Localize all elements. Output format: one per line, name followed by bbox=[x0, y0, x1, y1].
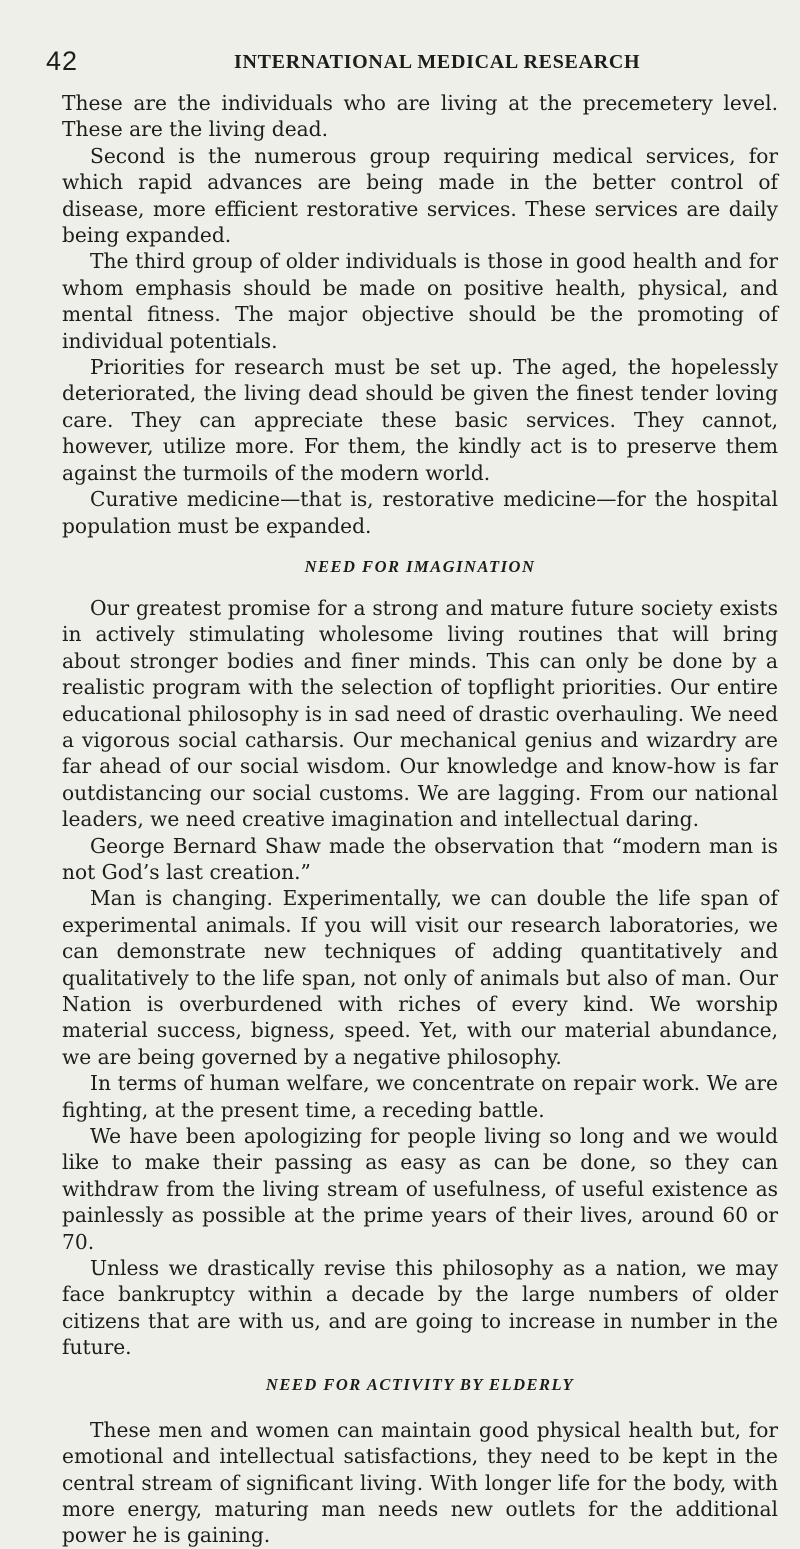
document-page bbox=[46, 46, 778, 1549]
running-title: INTERNATIONAL MEDICAL RESEARCH bbox=[234, 51, 641, 73]
intro-section bbox=[62, 90, 778, 539]
paragraph: Our greatest promise for a strong and mature future society exists in actively stimulating wholesome living routines that will bring about stronger bodies and finer minds. This can only be done by a realistic program with the selection of topflight priorities. Our entire educational philosophy is in sad need of drastic overhauling. We need a vigorous social catharsis. Our mechanical genius and wizardry are far ahead of our social wisdom. Our knowledge and know-how is far outdistancing our social customs. We are lagging. From our national leaders, we need creative imagination and intellectual daring. bbox=[62, 595, 778, 832]
paragraph: The third group of older individuals is those in good health and for whom emphasis should be made on positive health, physical, and mental fitness. The major objective should be the promoting of individual potentials. bbox=[62, 249, 778, 353]
paragraph: Curative medicine—that is, restorative medicine—for the hospital population must be expanded. bbox=[62, 487, 778, 538]
paragraph: These are the individuals who are living at the precemetery level. These are the living dead. bbox=[62, 91, 778, 142]
paragraph: Man is changing. Experimentally, we can double the life span of experimental animals. If you will visit our research laboratories, we can demonstrate new techniques of adding quantitatively and qualitatively to the life span, not only of animals but also of man. Our Nation is overburdened with riches of every kind. We worship material success, bigness, speed. Yet, with our material abundance, we are being governed by a negative philosophy. bbox=[62, 886, 778, 1069]
paragraph: We have been apologizing for people living so long and we would like to make their passing as easy as can be done, so they can withdraw from the living stream of usefulness, of useful existence as painlessly as possible at the prime years of their lives, around 60 or 70. bbox=[62, 1124, 778, 1254]
page-number: 42 bbox=[46, 46, 79, 76]
paragraph: Unless we drastically revise this philosophy as a nation, we may face bankruptcy within a decade by the large numbers of older citizens that are with us, and are going to increase in number in the future. bbox=[62, 1256, 778, 1360]
section-need-for-imagination bbox=[62, 557, 778, 1361]
paragraph: These men and women can maintain good physical health but, for emotional and intellectual satisfactions, they need to be kept in the central stream of significant living. With longer life for the body, with more energy, maturing man needs new outlets for the additional power he is gaining. bbox=[62, 1417, 778, 1548]
paragraph: Priorities for research must be set up. The aged, the hopelessly deteriorated, the living dead should be given the finest tender loving care. They can appreciate these basic services. They cannot, however, utilize more. For them, the kindly act is to preserve them against the turmoils of the modern world. bbox=[62, 355, 778, 485]
section-need-for-activity bbox=[62, 1375, 778, 1549]
section-heading: NEED FOR ACTIVITY BY ELDERLY bbox=[265, 1374, 575, 1394]
paragraph: Second is the numerous group requiring medical services, for which rapid advances are being made in the better control of disease, more efficient restorative services. These services are daily being expanded. bbox=[62, 143, 778, 248]
paragraph: In terms of human welfare, we concentrate on repair work. We are fighting, at the present time, a receding battle. bbox=[62, 1071, 778, 1122]
running-header bbox=[46, 46, 778, 86]
paragraph: George Bernard Shaw made the observation that “modern man is not God’s last creation.” bbox=[62, 833, 778, 884]
section-heading: NEED FOR IMAGINATION bbox=[304, 556, 536, 576]
